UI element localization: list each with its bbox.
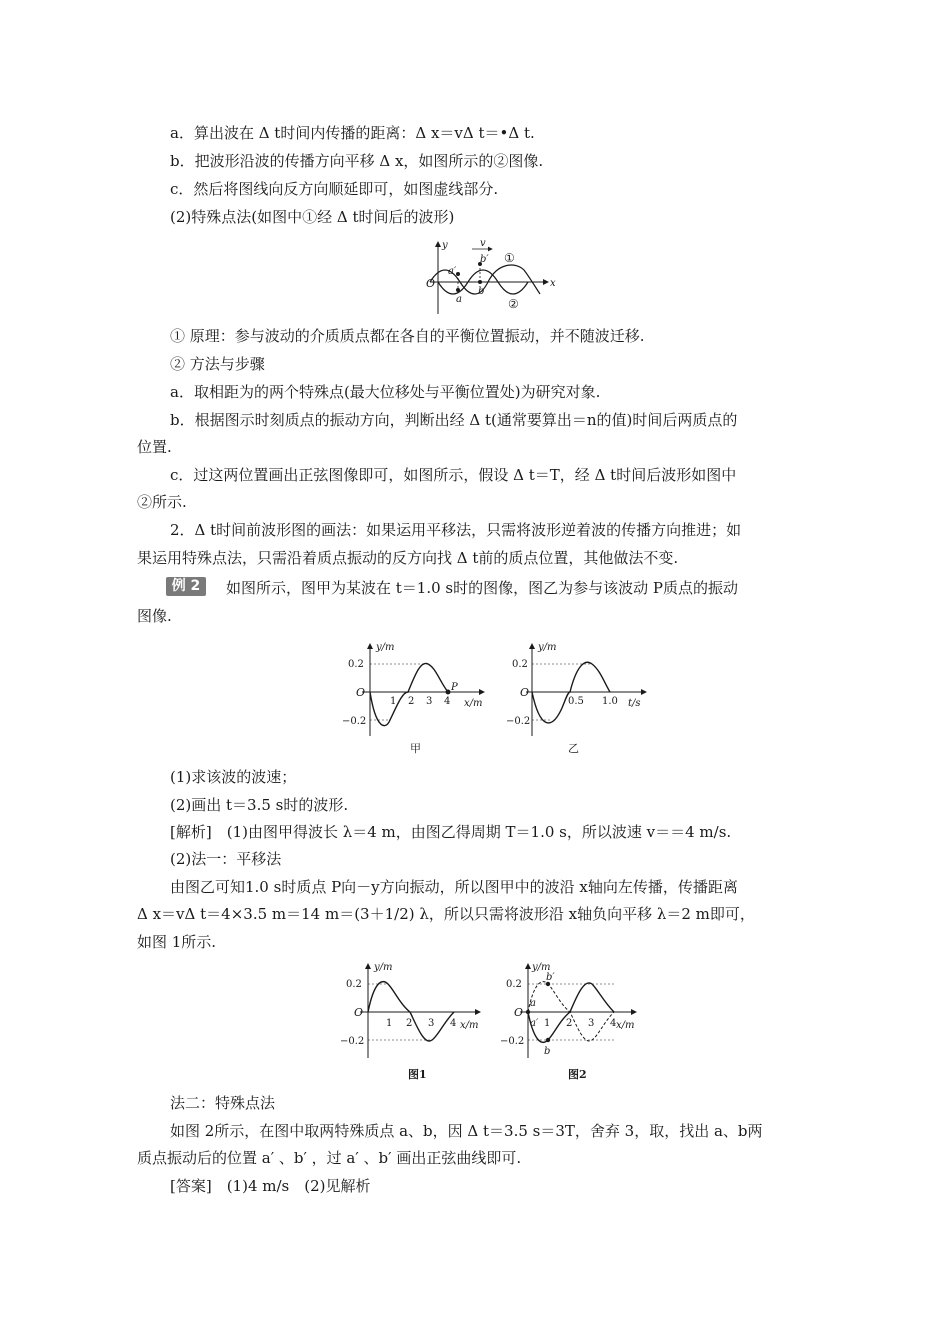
tick-label: −0.2 <box>342 716 367 727</box>
a-label: a <box>530 998 536 1009</box>
y-axis-label: y <box>442 240 448 251</box>
origin-label: O <box>520 686 530 699</box>
tick-label: 0.2 <box>506 979 522 990</box>
y-axis-label: y/m <box>538 642 557 653</box>
y-axis-label: y/m <box>532 962 551 973</box>
origin-label: O <box>354 1006 364 1019</box>
text-line: (2)画出 t＝3.5 s时的波形. <box>170 796 349 814</box>
y-axis-label: y/m <box>374 962 393 973</box>
tick-label: 1 <box>544 1018 551 1029</box>
text-line: c．然后将图线向反方向顺延即可，如图虚线部分. <box>170 180 499 198</box>
curve-2-label: ② <box>508 297 519 311</box>
tick-label: 0.5 <box>568 696 584 707</box>
tick-label: 4 <box>450 1018 457 1029</box>
figure-1-graph <box>336 958 496 1083</box>
tick-label: 2 <box>406 1018 413 1029</box>
text-line: a．算出波在 Δ t时间内传播的距离：Δ x＝vΔ t＝•Δ t. <box>170 124 535 142</box>
text-line: (1)求该波的波速； <box>170 768 297 786</box>
text-line: ② 方法与步骤 <box>170 355 265 373</box>
tick-label: 3 <box>428 1018 435 1029</box>
tick-label: 0.2 <box>348 659 364 670</box>
origin-label: O <box>356 686 366 699</box>
b-prime-label: b′ <box>480 254 489 265</box>
text-line: 如图所示，图甲为某波在 t＝1.0 s时的图像，图乙为参与该波动 P质点的振动 <box>226 579 738 597</box>
text-line: ②所示. <box>137 493 187 511</box>
tick-label: −0.2 <box>500 1036 525 1047</box>
text-line: (2)法一：平移法 <box>170 850 282 868</box>
wave-2-curve <box>430 265 540 294</box>
tick-label: 3 <box>588 1018 595 1029</box>
x-axis-label: x/m <box>616 1020 635 1031</box>
tick-label: 2 <box>566 1018 573 1029</box>
x-axis-label: x/m <box>460 1020 479 1031</box>
wave-curve <box>370 663 451 725</box>
point-p-label: P <box>451 682 458 693</box>
text-line: [答案] (1)4 m/s (2)见解析 <box>170 1177 371 1195</box>
b-label: b <box>478 286 485 297</box>
figure-caption: 图1 <box>408 1068 427 1081</box>
vibration-curve <box>532 662 610 723</box>
text-line: 如图 1所示. <box>137 933 217 951</box>
text-line: Δ x＝vΔ t＝4×3.5 m＝14 m＝(3＋1/2) λ，所以只需将波形沿 x轴负向平移 λ＝2 m即可， <box>137 905 755 923</box>
origin-label: O <box>426 277 436 290</box>
a-label: a <box>456 294 462 305</box>
x-axis-label: x/m <box>464 698 483 709</box>
v-label: v <box>480 238 486 249</box>
text-line: c．过这两位置画出正弦图像即可，如图所示，假设 Δ t＝T，经 Δ t时间后波形如图中 <box>170 466 737 484</box>
text-line: 质点振动后的位置 a′ 、b′ ，过 a′ 、b′ 画出正弦曲线即可. <box>137 1149 522 1167</box>
a-prime-label: a′ <box>448 266 457 277</box>
tick-label: −0.2 <box>506 716 531 727</box>
tick-label: −0.2 <box>340 1036 365 1047</box>
a-prime-label: a′ <box>530 1018 539 1029</box>
wave-translation-figure <box>420 236 570 316</box>
wave-curve <box>368 982 457 1041</box>
y-axis-label: y/m <box>376 642 395 653</box>
wave-graph-jia <box>340 638 490 758</box>
text-line: 由图乙可知1.0 s时质点 P向－y方向振动，所以图甲中的波沿 x轴向左传播，传播距离 <box>170 878 738 896</box>
figure-2-graph <box>496 958 656 1083</box>
tick-label: 2 <box>408 696 415 707</box>
b-label: b <box>544 1046 551 1057</box>
vibration-graph-yi <box>506 638 656 758</box>
tick-label: 0.2 <box>346 979 362 990</box>
figure-caption: 乙 <box>568 742 579 755</box>
text-line: 位置. <box>137 438 172 456</box>
text-line: b．把波形沿波的传播方向平移 Δ x，如图所示的②图像. <box>170 152 544 170</box>
text-line: ① 原理：参与波动的介质质点都在各自的平衡位置振动，并不随波迁移. <box>170 327 645 345</box>
b-prime-label: b′ <box>546 972 555 983</box>
text-line: 图像. <box>137 607 172 625</box>
figure-caption: 图2 <box>568 1068 587 1081</box>
wave-solid-curve <box>528 983 617 1042</box>
text-line: 果运用特殊点法，只需沿着质点振动的反方向找 Δ t前的质点位置，其他做法不变. <box>137 549 679 567</box>
tick-label: 1 <box>386 1018 393 1029</box>
tick-label: 1 <box>390 696 397 707</box>
text-line: (2)特殊点法(如图中①经 Δ t时间后的波形) <box>170 208 455 226</box>
text-line: a．取相距为的两个特殊点(最大位移处与平衡位置处)为研究对象. <box>170 383 601 401</box>
tick-label: 0.2 <box>512 659 528 670</box>
figure-caption: 甲 <box>410 742 421 755</box>
text-line: [解析] (1)由图甲得波长 λ＝4 m，由图乙得周期 T＝1.0 s，所以波速 v＝＝4 m/s. <box>170 823 732 841</box>
text-line: 法二：特殊点法 <box>170 1094 276 1112</box>
tick-label: 1.0 <box>602 696 618 707</box>
example-badge: 例 2 <box>166 577 206 596</box>
x-axis-label: x <box>550 278 556 289</box>
text-line: 2．Δ t时间前波形图的画法：如果运用平移法，只需将波形逆着波的传播方向推进；如 <box>170 521 742 539</box>
origin-label: O <box>514 1006 524 1019</box>
text-line: b．根据图示时刻质点的振动方向，判断出经 Δ t(通常要算出＝n的值)时间后两质点的 <box>170 411 738 429</box>
curve-1-label: ① <box>504 251 515 265</box>
tick-label: 4 <box>610 1018 617 1029</box>
x-axis-label: t/s <box>628 698 641 709</box>
text-line: 如图 2所示，在图中取两特殊质点 a、b，因 Δ t＝3.5 s＝3T，舍弃 3，取，找出 a、b两 <box>170 1122 763 1140</box>
tick-label: 4 <box>444 696 451 707</box>
tick-label: 3 <box>426 696 433 707</box>
